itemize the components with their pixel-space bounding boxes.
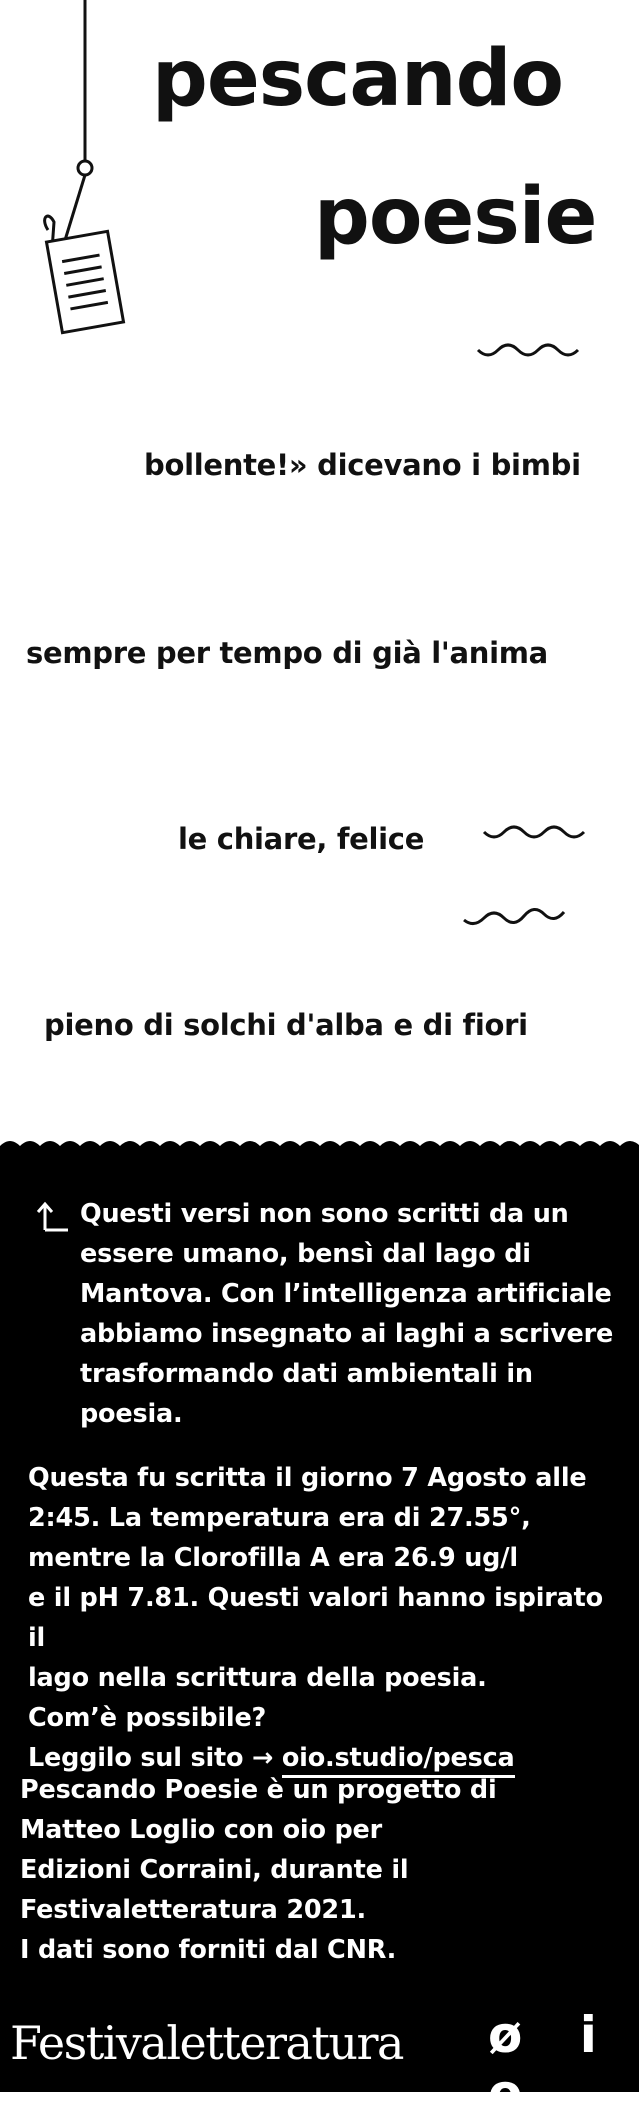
data-line: e il pH 7.81. Questi valori hanno ispirato il (28, 1583, 603, 1653)
verse-3: le chiare, felice (178, 822, 425, 856)
title-line-1: pescando (152, 34, 563, 124)
site-link[interactable]: oio.studio/pesca (282, 1743, 515, 1778)
title-line-2: poesie (314, 172, 597, 262)
data-line: lago nella scrittura della poesia. (28, 1663, 487, 1693)
credits-line: I dati sono forniti dal CNR. (20, 1935, 397, 1965)
credits-line: Edizioni Corraini, durante il (20, 1855, 409, 1885)
info-section (0, 1150, 639, 2122)
credits-line: Festivaletteratura 2021. (20, 1895, 366, 1925)
credits-text (20, 1770, 580, 1970)
intro-text: Questi versi non sono scritti da un essere umano, bensì dal lago di Mantova. Con l’intelligenza artificiale abbiamo insegnato ai laghi a scrivere trasformando dati ambientali in poesia. (80, 1199, 614, 1429)
verse-4: pieno di solchi d'alba e di fiori (44, 1008, 528, 1042)
credits-line: Matteo Loglio con oio per (20, 1815, 382, 1845)
festivaletteratura-logo: Festivaletteratura (10, 2016, 403, 2070)
squiggle-icon (482, 822, 586, 844)
return-up-arrow-icon (36, 1200, 70, 1234)
data-line: mentre la Clorofilla A era 26.9 ug/l (28, 1543, 518, 1573)
read-prefix: Leggilo sul sito → (28, 1743, 274, 1773)
data-line: Com’è possibile? (28, 1703, 267, 1733)
wave-border (0, 1138, 639, 1152)
data-text (28, 1458, 618, 1778)
oio-logo: ø i o (488, 2006, 617, 2122)
data-line: 2:45. La temperatura era di 27.55°, (28, 1503, 531, 1533)
verse-2: sempre per tempo di già l'anima (26, 636, 548, 670)
credits-line: Pescando Poesie è un progetto di (20, 1775, 497, 1805)
squiggle-icon (476, 340, 580, 362)
squiggle-icon (462, 906, 566, 928)
data-line: Questa fu scritta il giorno 7 Agosto alle (28, 1463, 587, 1493)
verse-1: bollente!» dicevano i bimbi (144, 448, 581, 482)
paper-note-icon (40, 222, 130, 342)
